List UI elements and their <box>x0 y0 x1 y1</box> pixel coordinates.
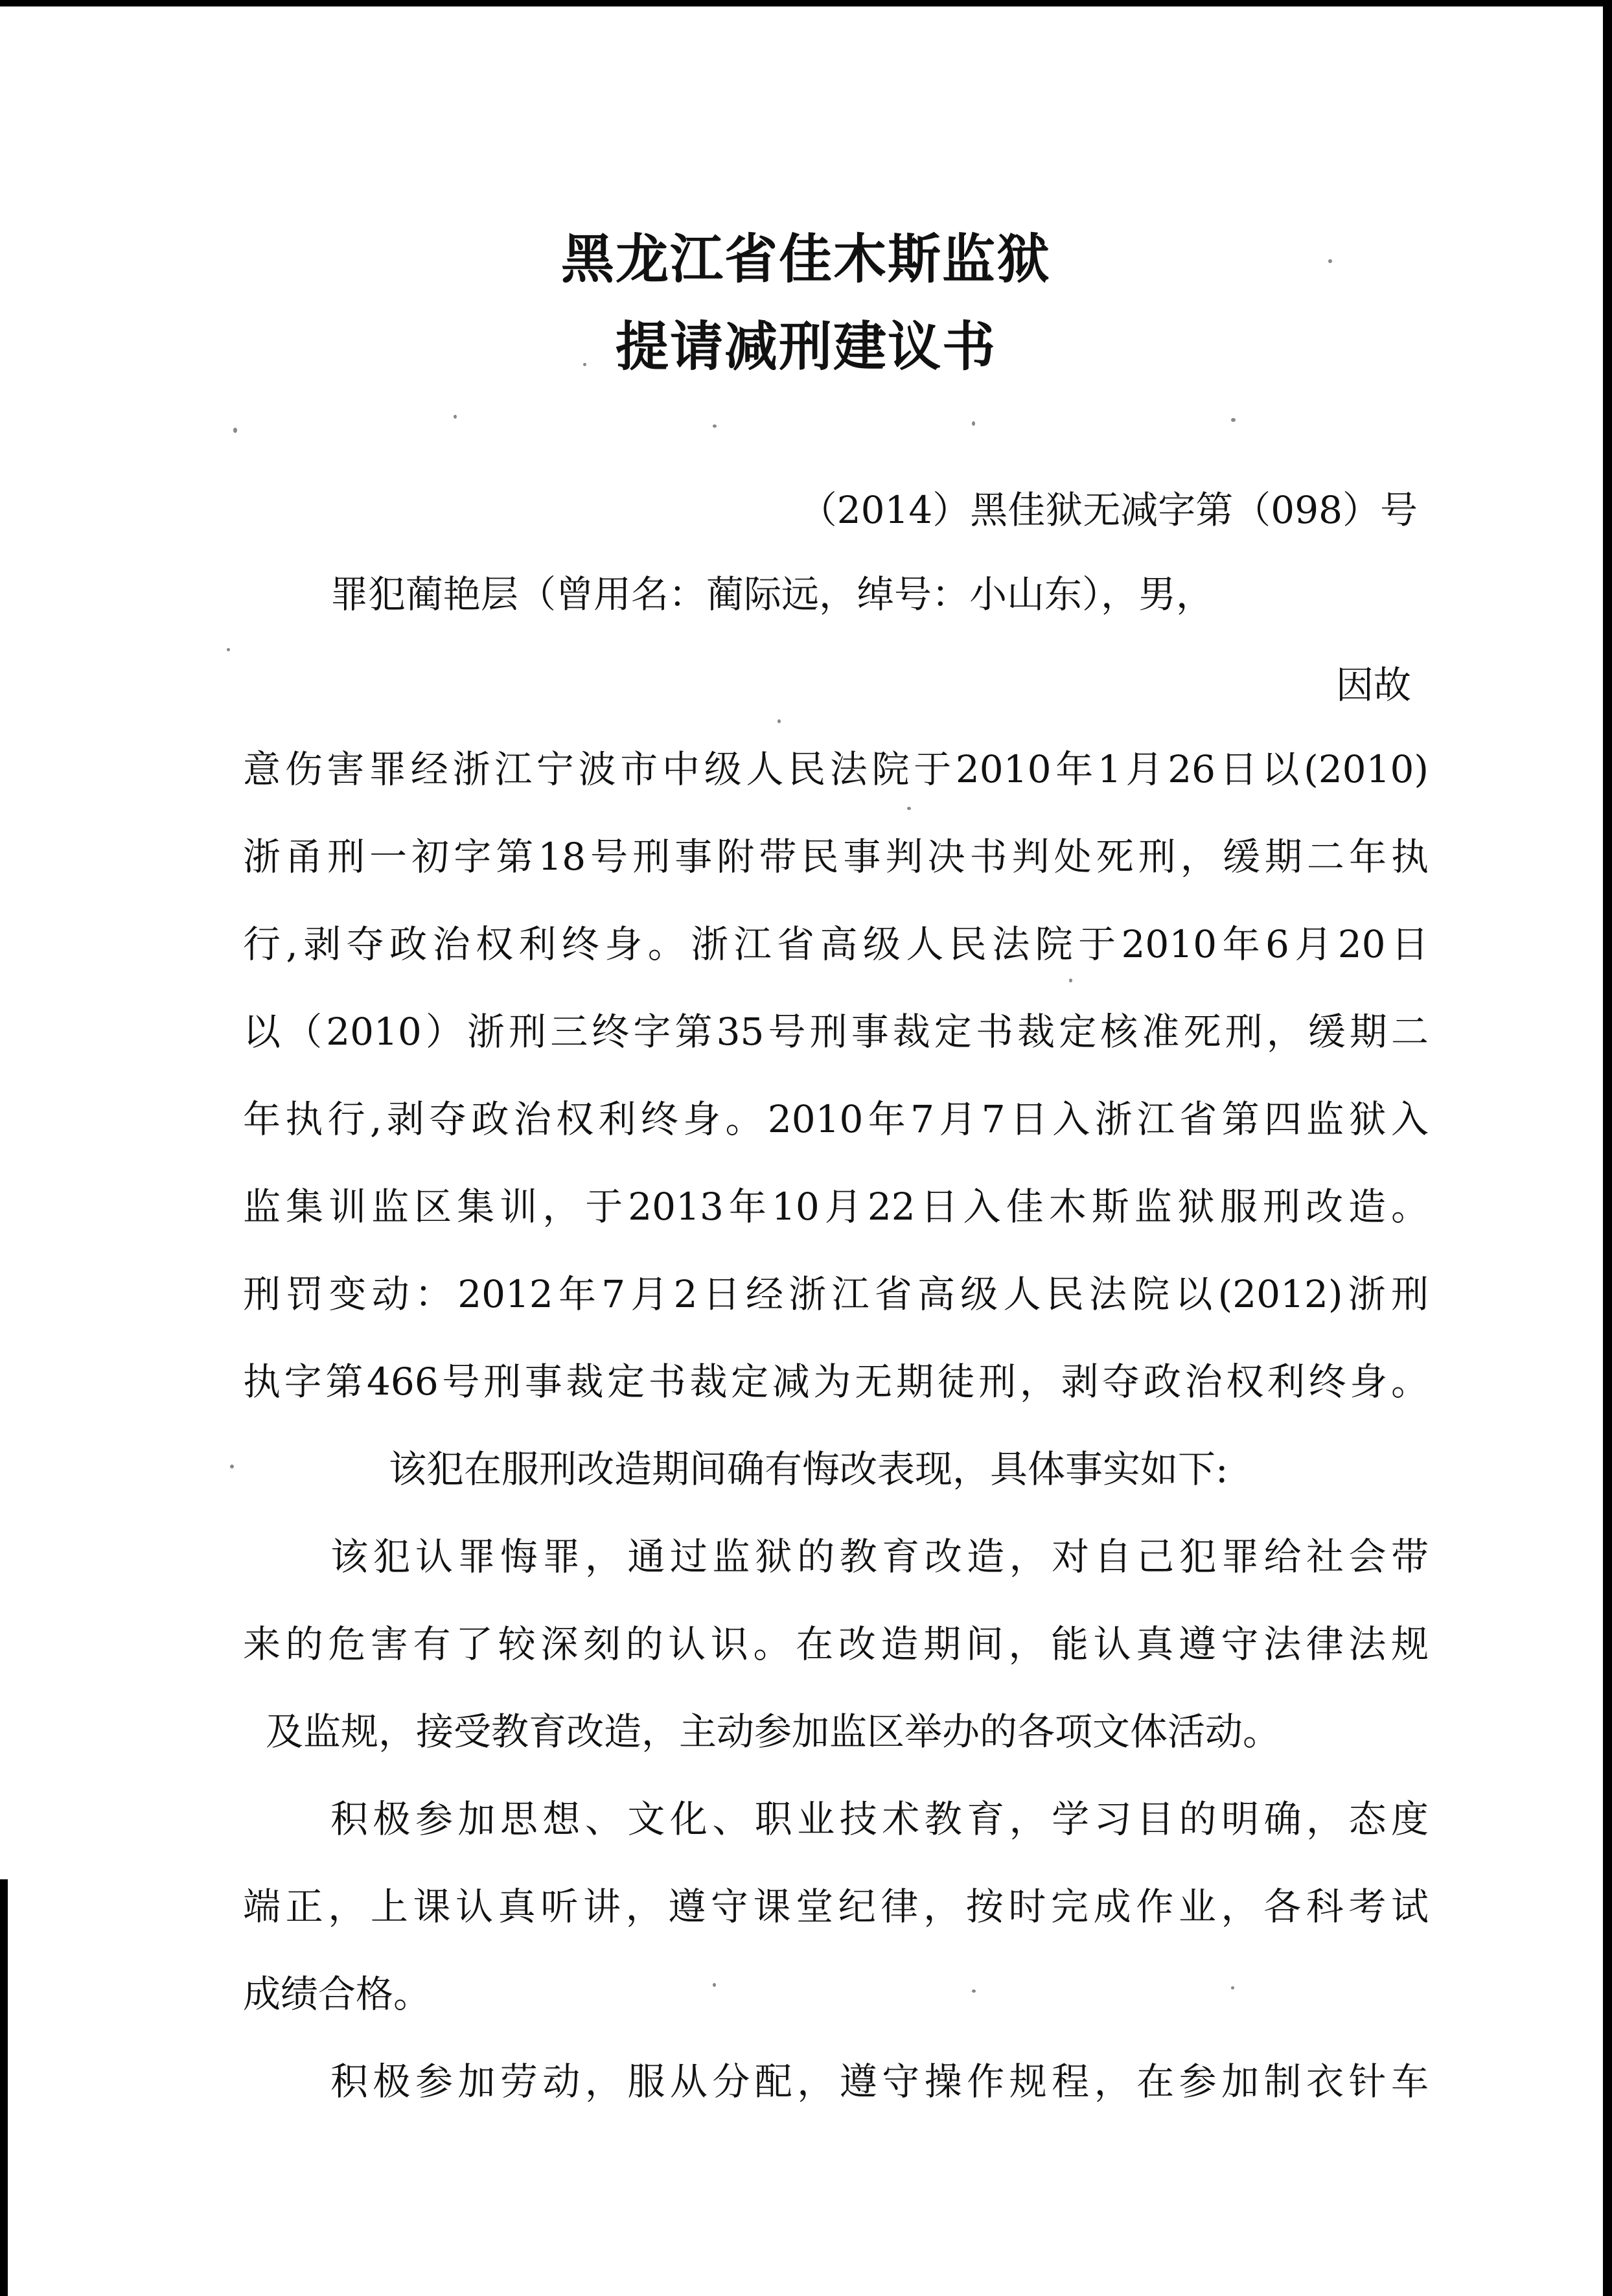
paragraph-line: 刑罚变动：2012年7月2日经浙江省高级人民法院以(2012)浙刑 <box>243 1272 1429 1316</box>
paragraph-line: 来的危害有了较深刻的认识。在改造期间，能认真遵守法律法规 <box>243 1622 1429 1666</box>
paragraph-line: 成绩合格。 <box>243 1972 432 2016</box>
scan-speck <box>227 648 230 651</box>
scan-speck <box>907 807 911 810</box>
paragraph-line: 该犯在服刑改造期间确有悔改表现，具体事实如下: <box>389 1447 1228 1491</box>
scan-speck <box>454 415 457 419</box>
paragraph-line: 因故 <box>1335 663 1411 707</box>
scan-speck <box>713 1983 716 1987</box>
scan-speck <box>972 1989 976 1993</box>
scan-speck <box>1069 979 1072 982</box>
paragraph-line: 年执行,剥夺政治权利终身。2010年7月7日入浙江省第四监狱入 <box>243 1097 1429 1141</box>
scan-speck <box>777 719 781 723</box>
scan-speck <box>1328 259 1332 263</box>
paragraph-line: 积极参加思想、文化、职业技术教育，学习目的明确，态度 <box>330 1797 1429 1841</box>
paragraph-line: 浙甬刑一初字第18号刑事附带民事判决书判处死刑，缓期二年执 <box>243 835 1429 879</box>
paragraph-line: 执字第466号刑事裁定书裁定减为无期徒刑，剥夺政治权利终身。 <box>243 1360 1429 1404</box>
scan-speck <box>1231 1986 1234 1989</box>
paragraph-line: 以（2010）浙刑三终字第35号刑事裁定书裁定核准死刑，缓期二 <box>243 1010 1429 1054</box>
scan-speck <box>972 421 975 426</box>
paragraph-line: 积极参加劳动，服从分配，遵守操作规程，在参加制衣针车 <box>330 2059 1429 2104</box>
document-title: 黑龙江省佳木斯监狱 <box>560 229 1051 290</box>
paragraph-line: 罪犯蔺艳层（曾用名：蔺际远，绰号：小山东），男， <box>330 572 1214 616</box>
scan-speck <box>713 424 717 428</box>
paragraph-line: 及监规，接受教育改造，主动参加监区举办的各项文体活动。 <box>266 1710 1281 1754</box>
paragraph-line: 监集训监区集训，于2013年10月22日入佳木斯监狱服刑改造。 <box>243 1185 1429 1229</box>
paragraph-line: 意伤害罪经浙江宁波市中级人民法院于2010年1月26日以(2010) <box>243 747 1429 791</box>
scan-edge-left <box>0 1879 8 2296</box>
scan-speck <box>583 363 586 366</box>
scan-speck <box>230 1465 234 1468</box>
scan-speck <box>233 428 237 433</box>
paragraph-line: 该犯认罪悔罪，通过监狱的教育改造，对自己犯罪给社会带 <box>330 1535 1429 1579</box>
document-number: （2014）黑佳狱无减字第（098）号 <box>799 488 1418 532</box>
document-subtitle: 提请减刑建议书 <box>615 316 996 378</box>
paragraph-line: 行,剥夺政治权利终身。浙江省高级人民法院于2010年6月20日 <box>243 922 1429 966</box>
paragraph-line: 端正，上课认真听讲，遵守课堂纪律，按时完成作业，各科考试 <box>243 1884 1429 1929</box>
scan-edge-top <box>0 0 1612 6</box>
scan-speck <box>1231 418 1236 422</box>
